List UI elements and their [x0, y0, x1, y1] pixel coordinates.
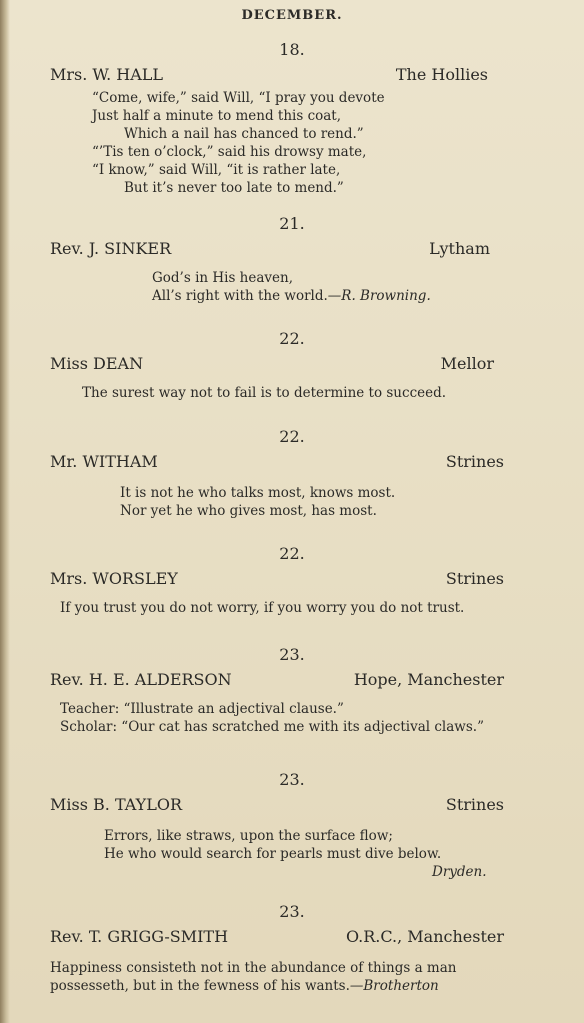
entry-header: [0, 569, 584, 591]
quote-line: Happiness consisteth not in the abundance of things a man: [50, 960, 457, 976]
entry-place: Mellor: [440, 354, 494, 373]
entry-quote: [0, 700, 584, 736]
entry-date: 21.: [279, 214, 305, 233]
entry-place: Strines: [445, 795, 504, 814]
entry-place: The Hollies: [395, 65, 488, 84]
entry-name: Mrs. W. HALL: [50, 65, 163, 84]
entry-header: [0, 65, 584, 87]
entry-header: [0, 927, 584, 949]
entry-quote: [0, 269, 584, 305]
entry-name: Miss B. TAYLOR: [50, 795, 182, 814]
entry-name: Mr. WITHAM: [50, 452, 158, 471]
calendar-entry: [0, 645, 584, 736]
quote-line: “’Tis ten o’clock,” said his drowsy mate,: [92, 144, 367, 160]
quote-line: “Come, wife,” said Will, “I pray you devote: [92, 90, 385, 106]
entry-quote: [0, 89, 584, 197]
entry-name: Rev. J. SINKER: [50, 239, 172, 258]
quote-line: If you trust you do not worry, if you worry you do not trust.: [60, 600, 465, 616]
entry-header: [0, 670, 584, 692]
quote-attribution: —R. Browning.: [327, 288, 431, 304]
calendar-entry: [0, 427, 584, 520]
calendar-entry: [0, 329, 584, 402]
entry-place: Strines: [445, 452, 504, 471]
quote-line: He who would search for pearls must dive below.: [104, 846, 442, 862]
entry-place: Lytham: [429, 239, 490, 258]
entry-date: 23.: [279, 645, 305, 664]
entry-quote: [0, 384, 584, 402]
calendar-entry: [0, 214, 584, 305]
calendar-entry: [0, 902, 584, 995]
quote-line: “I know,” said Will, “it is rather late,: [92, 162, 341, 178]
entry-header: [0, 452, 584, 474]
entry-quote: [0, 484, 584, 520]
quote-line: [0, 977, 584, 995]
entry-header: [0, 795, 584, 817]
quote-line: The surest way not to fail is to determine to succeed.: [82, 385, 447, 401]
entry-quote: [0, 959, 584, 995]
entry-name: Miss DEAN: [50, 354, 144, 373]
month-heading: DECEMBER.: [241, 8, 343, 23]
entry-date: 23.: [279, 902, 305, 921]
quote-line: It is not he who talks most, knows most.: [120, 485, 396, 501]
quote-line: God’s in His heaven,: [152, 270, 294, 286]
entry-date: 22.: [279, 544, 305, 563]
entry-name: Rev. T. GRIGG-SMITH: [50, 927, 229, 946]
entry-place: Hope, Manchester: [353, 670, 504, 689]
calendar-entry: [0, 544, 584, 617]
quote-attribution: Dryden.: [432, 864, 487, 880]
quote-line: Which a nail has chanced to rend.”: [124, 126, 364, 142]
quote-line: Errors, like straws, upon the surface flow;: [104, 828, 393, 844]
quote-line: Nor yet he who gives most, has most.: [120, 503, 377, 519]
entry-name: Rev. H. E. ALDERSON: [50, 670, 232, 689]
quote-line: [0, 287, 584, 305]
quote-line: But it’s never too late to mend.”: [124, 180, 344, 196]
entry-date: 22.: [279, 329, 305, 348]
calendar-entry: [0, 40, 584, 197]
entry-date: 22.: [279, 427, 305, 446]
entry-place: O.R.C., Manchester: [345, 927, 504, 946]
quote-text: possesseth, but in the fewness of his wants.: [50, 978, 350, 994]
entry-date: 18.: [279, 40, 305, 59]
entry-date: 23.: [279, 770, 305, 789]
entry-quote: [0, 827, 584, 881]
quote-line: Teacher: “Illustrate an adjectival clause.”: [60, 701, 344, 717]
entry-quote: [0, 599, 584, 617]
calendar-entry: [0, 770, 584, 881]
quote-line: Scholar: “Our cat has scratched me with its adjectival claws.”: [60, 719, 484, 735]
quote-attribution: —Brotherton: [349, 978, 439, 994]
quote-line: Just half a minute to mend this coat,: [92, 108, 342, 124]
entry-header: [0, 239, 584, 261]
entry-name: Mrs. WORSLEY: [50, 569, 178, 588]
quote-text: All’s right with the world.: [152, 288, 328, 304]
entry-place: Strines: [445, 569, 504, 588]
entry-header: [0, 354, 584, 376]
